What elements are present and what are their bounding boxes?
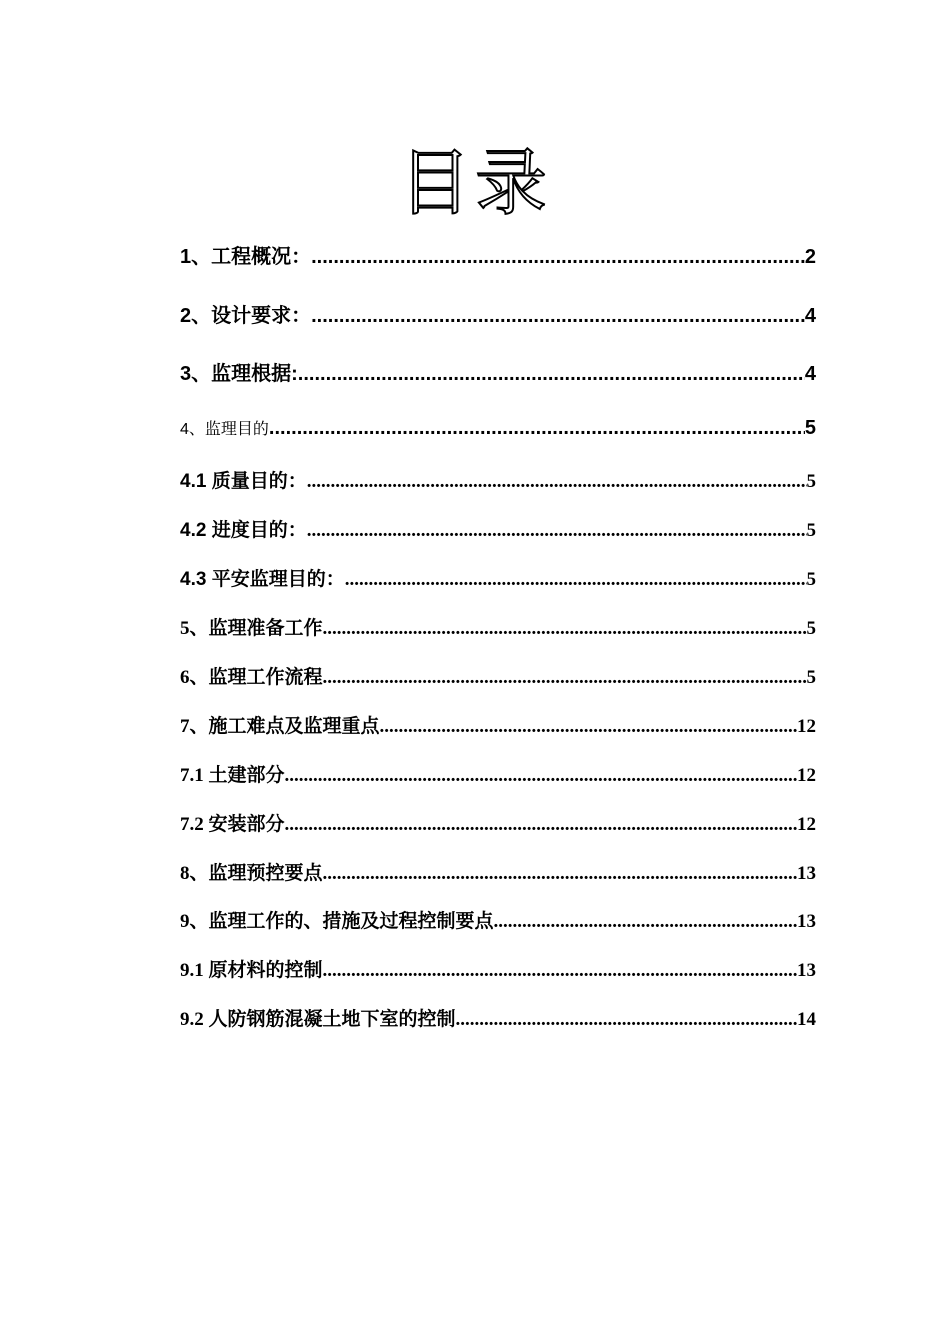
toc-entry-label: 9.1 原材料的控制 [180, 960, 323, 981]
toc-entry-label: 9、监理工作的、措施及过程控制要点 [180, 911, 494, 932]
toc-entry-label: 8、监理预控要点 [180, 863, 323, 884]
toc-page-number: 13 [797, 911, 816, 932]
toc-entry-label: 7.2 安装部分 [180, 814, 285, 835]
toc-entry-8[interactable] [180, 858, 816, 885]
toc-page-number: 5 [806, 667, 816, 688]
toc-entry-9-2[interactable] [180, 1004, 816, 1031]
toc-dot-leader [298, 363, 805, 386]
toc-entry-label: 5、监理准备工作 [180, 618, 323, 639]
toc-page-number: 12 [797, 716, 816, 737]
toc-dot-leader [285, 814, 797, 836]
toc-entry-label: 2、设计要求： [180, 305, 312, 327]
toc-entry-4[interactable] [180, 416, 816, 440]
toc-dot-leader [311, 246, 805, 269]
toc-entry-1[interactable] [180, 240, 816, 269]
toc-dot-leader [285, 765, 797, 787]
toc-entry-5[interactable] [180, 613, 816, 640]
toc-entry-7-1[interactable] [180, 760, 816, 787]
toc-entry-2[interactable] [180, 299, 816, 328]
toc-page-number: 2 [804, 246, 816, 268]
toc-entry-label: 7、施工难点及监理重点 [180, 716, 380, 737]
toc-dot-leader [323, 667, 807, 689]
toc-entry-label: 4.3 平安监理目的： [180, 569, 345, 590]
toc-dot-leader [323, 863, 797, 885]
toc-entry-7-2[interactable] [180, 809, 816, 836]
toc-page-number: 4 [804, 305, 816, 327]
toc-dot-leader [269, 417, 805, 440]
toc-page-number: 5 [806, 569, 816, 590]
toc-dot-leader [345, 569, 807, 591]
toc-entry-9[interactable] [180, 906, 816, 933]
toc-dot-leader [456, 1009, 797, 1031]
toc-entry-label: 9.2 人防钢筋混凝土地下室的控制 [180, 1009, 456, 1030]
toc-entry-6[interactable] [180, 662, 816, 689]
toc-dot-leader [380, 716, 797, 738]
toc-page-number: 12 [797, 814, 816, 835]
toc-page-number: 5 [806, 618, 816, 639]
toc-entry-4-3[interactable] [180, 564, 816, 591]
toc-dot-leader [323, 618, 807, 640]
toc-page-number: 5 [804, 417, 816, 439]
toc-entry-label: 4、监理目的 [180, 421, 269, 438]
toc-dot-leader [307, 520, 807, 542]
toc-entry-label: 4.1 质量目的： [180, 471, 307, 492]
toc-entry-label: 7.1 土建部分 [180, 765, 285, 786]
toc-page-number: 12 [797, 765, 816, 786]
toc-entry-label: 6、监理工作流程 [180, 667, 323, 688]
toc-page-number: 5 [806, 471, 816, 492]
toc-entry-3[interactable] [180, 357, 816, 386]
toc-page-number: 13 [797, 960, 816, 981]
toc-page-number: 13 [797, 863, 816, 884]
toc-page-number: 4 [804, 363, 816, 385]
toc-entry-4-2[interactable] [180, 515, 816, 542]
toc-dot-leader [494, 911, 797, 933]
toc-dot-leader [311, 305, 805, 328]
toc-entry-label: 3、监理根据: [180, 363, 298, 385]
toc-dot-leader [307, 471, 807, 493]
toc-entry-4-1[interactable] [180, 466, 816, 493]
toc-page-number: 5 [806, 520, 816, 541]
toc-page-number: 14 [797, 1009, 816, 1030]
toc-entry-label: 1、工程概况： [180, 246, 312, 268]
toc-dot-leader [323, 960, 797, 982]
toc-entry-9-1[interactable] [180, 955, 816, 982]
toc-entry-7[interactable] [180, 711, 816, 738]
toc-title: 目录 [398, 141, 551, 225]
toc-entry-label: 4.2 进度目的： [180, 520, 307, 541]
